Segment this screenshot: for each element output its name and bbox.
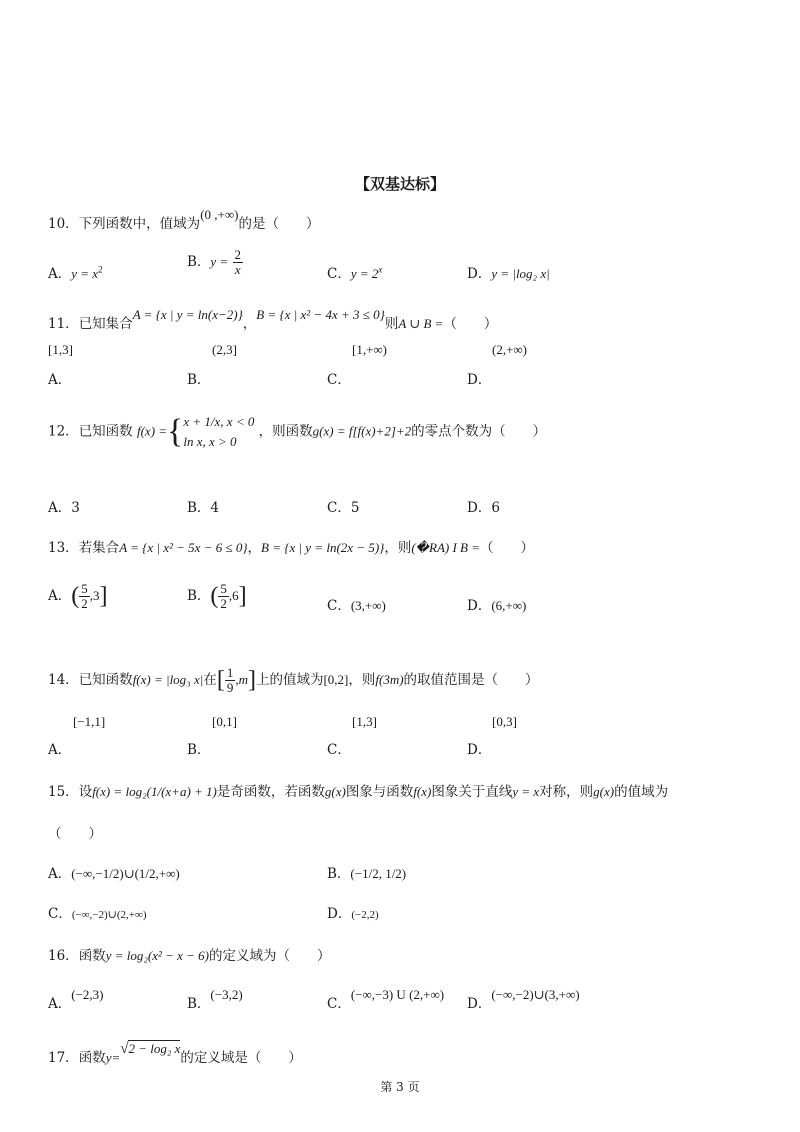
question-10 (48, 207, 320, 232)
function-g: g(x) = f[f(x)+2]+2 (312, 423, 412, 439)
question-14: 14．已知函数f(x) = |log₃ x|在[ $\frac{1}{9}$ ,m]上的值域为[0,2]，则f(3m)的取值范围是（ ） (48, 665, 539, 695)
question-number: 12． (48, 423, 79, 440)
function-f: f(x) = (136, 423, 168, 439)
question-16: 16．函数y = log₂(x² − x − 6)的定义域为（ ） (48, 948, 331, 964)
option-a: A．(−∞,−1/2)∪(1/2,+∞) (48, 866, 180, 882)
option-c: C．(−∞,−3) U (2,+∞) (327, 987, 445, 1012)
option-b: [0,1] B． (187, 714, 237, 758)
option-d: D．6 (467, 500, 500, 516)
set-a: A = {x | x² − 5x − 6 ≤ 0} (119, 540, 248, 555)
question-17: 17．函数y=√2 − log₂ x的定义域是（ ） (48, 1041, 302, 1066)
question-number: 16． (48, 948, 79, 964)
question-number: 15． (48, 784, 79, 800)
option-c: C．(3,+∞) (327, 598, 386, 614)
question-15-paren: （ ） (48, 826, 102, 842)
option-a: [−1,1] A． (48, 714, 106, 758)
page-footer: 第 3 页 (380, 1080, 420, 1094)
option-c: C．(−∞,−2)∪(2,+∞) (48, 906, 147, 922)
sqrt-expression: 2 − log₂ x (128, 1041, 181, 1056)
question-number: 10． (48, 216, 79, 232)
question-number: 17． (48, 1050, 79, 1066)
option-b: (2,3] B． (187, 342, 237, 388)
question-text: 的是（ ） (238, 216, 320, 232)
fraction: $\frac{2}{x}$ (234, 247, 242, 277)
option-b: B．y = $\frac{2}{x}$ (187, 247, 242, 277)
question-number: 14． (48, 672, 79, 688)
question-11: 11．已知集合A = {x | y = ln(x−2)}，B = {x | x² − 4x + 3 ≤ 0}则A ∪ B =（ ） (48, 307, 498, 332)
option-a: A．(−2,3) (48, 987, 104, 1012)
question-13: 13．若集合A = {x | x² − 5x − 6 ≤ 0}，B = {x | y = ln(2x − 5)}，则(�RA) I B =（ ） (48, 540, 535, 556)
option-c: [1,+∞) C． (327, 342, 388, 388)
set-a: A = {x | y = ln(x−2)} (132, 307, 243, 322)
question-15: 15．设f(x) = log₂(1/(x+a) + 1)是奇函数，若函数g(x)图象与函数f(x)图象关于直线y = x对称，则g(x)的值域为 (48, 784, 669, 800)
option-d: [0,3] D． (467, 714, 517, 758)
set-b: B = {x | y = ln(2x − 5)} (261, 540, 385, 555)
question-number: 13． (48, 540, 79, 556)
option-a: A．$y = x^2$ (48, 264, 103, 282)
question-text: 下列函数中，值域为 (78, 216, 201, 232)
question-number: 11． (48, 316, 79, 332)
option-b: B．(−3,2) (187, 987, 243, 1012)
option-a: A．( $\frac{5}{2}$ ,3] (48, 581, 108, 611)
option-d: D．(−2,2) (327, 906, 379, 922)
section-title: 【双基达标】 (354, 175, 445, 193)
option-b: B．( $\frac{5}{2}$ ,6] (187, 581, 247, 611)
interval: (0 ,+∞) (200, 207, 239, 222)
option-c: C．5 (327, 500, 360, 516)
piecewise-cases: x + 1/x, x < 0 ln x, x > 0 (183, 414, 255, 449)
option-a: A．3 (48, 500, 80, 516)
option-b: B．4 (187, 500, 220, 516)
option-d: D．(−∞,−2)∪(3,+∞) (467, 987, 580, 1012)
option-d: D．(6,+∞) (467, 598, 527, 614)
option-d: (2,+∞) D． (467, 342, 528, 388)
set-b: B = {x | x² − 4x + 3 ≤ 0} (256, 307, 385, 322)
question-12: 12．已知函数 f(x) ={ x + 1/x, x < 0 ln x, x > 0 ，则函数g(x) = f[f(x)+2]+2的零点个数为（ ） (48, 413, 547, 450)
option-c: C．$y = 2^x$ (327, 264, 383, 282)
option-b: B．(−1/2, 1/2) (327, 866, 407, 882)
option-a: [1,3] A． (48, 342, 73, 388)
option-c: [1,3] C． (327, 714, 377, 758)
option-d: D．y = |log₂ x| (467, 266, 550, 282)
